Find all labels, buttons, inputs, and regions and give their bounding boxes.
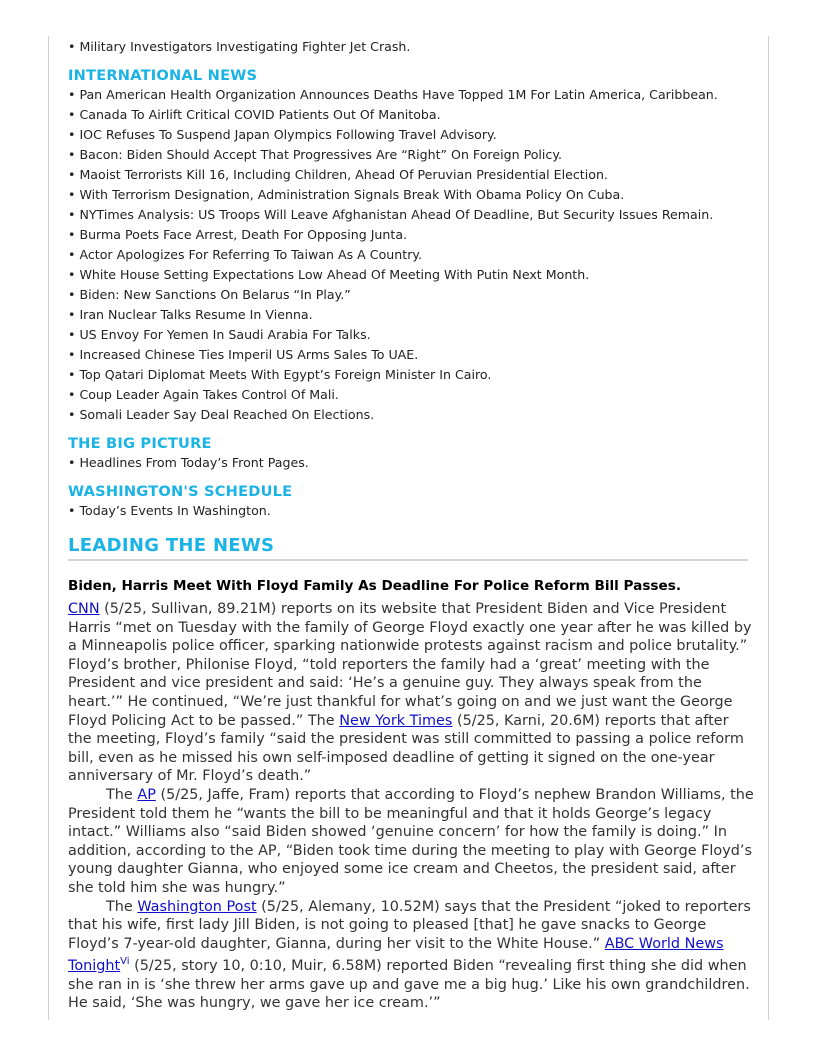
abc-world-news-tonight-link[interactable]: ABC World News Tonight: [68, 935, 724, 975]
left-margin-rule: [48, 36, 49, 1020]
list-item: • Increased Chinese Ties Imperil US Arms Sales To UAE.: [68, 347, 419, 362]
headline-link[interactable]: Maoist Terrorists Kill 16, Including Children, Ahead Of Peruvian Presidential Election.: [79, 167, 608, 182]
list-item: • Somali Leader Say Deal Reached On Elections.: [68, 407, 375, 422]
story-paragraph-2: [68, 786, 754, 898]
headline-link[interactable]: Canada To Airlift Critical COVID Patients Out Of Manitoba.: [79, 107, 441, 122]
headline-link[interactable]: White House Setting Expectations Low Ahead Of Meeting With Putin Next Month.: [79, 267, 590, 282]
list-item: • US Envoy For Yemen In Saudi Arabia For Talks.: [68, 327, 371, 342]
washington-post-link[interactable]: Washington Post: [137, 898, 257, 915]
section-heading-leading-news: LEADING THE NEWS: [68, 535, 748, 561]
list-item: • Military Investigators Investigating Fighter Jet Crash.: [68, 39, 411, 54]
list-item: • Canada To Airlift Critical COVID Patients Out Of Manitoba.: [68, 107, 441, 122]
headline-link[interactable]: Actor Apologizes For Referring To Taiwan As A Country.: [79, 247, 423, 262]
headline-link[interactable]: With Terrorism Designation, Administration Signals Break With Obama Policy On Cuba.: [79, 187, 625, 202]
list-item: • Pan American Health Organization Announces Deaths Have Topped 1M For Latin America, Caribbean.: [68, 87, 718, 102]
page-content: [68, 37, 754, 1013]
list-item: • Biden: New Sanctions On Belarus “In Play.”: [68, 287, 351, 302]
cnn-link[interactable]: CNN: [68, 601, 100, 617]
paragraph-text: The: [106, 898, 138, 915]
international-news-list: [68, 85, 754, 425]
right-margin-rule: [768, 36, 769, 1020]
list-item: • Iran Nuclear Talks Resume In Vienna.: [68, 307, 313, 322]
story-title: Biden, Harris Meet With Floyd Family As Deadline For Police Reform Bill Passes.: [68, 578, 681, 594]
headline-link[interactable]: Burma Poets Face Arrest, Death For Opposing Junta.: [79, 227, 408, 242]
paragraph-text: (5/25, Jaffe, Fram) reports that according to Floyd’s nephew Brandon Williams, the President told them he “wants the bill to be meaningful and that it holds George’s legacy intact.” Williams also “said Biden showed ‘genuine concern’ for how the family is doing.” In addition, according to the AP, “Biden took time during the meeting to play with George Floyd’s young daughter Gianna, who enjoyed some ice cream and Cheetos, the president said, after she told him she was hungry.”: [68, 786, 754, 896]
section-heading-big-picture: THE BIG PICTURE: [68, 435, 212, 452]
paragraph-text: The: [106, 786, 138, 803]
paragraph-text: (5/25, Sullivan, 89.21M) reports on its website that President Biden and Vice President Harris “met on Tuesday with the family of George Floyd exactly one year after he was killed by a Minneapolis police officer, sparking nationwide protests against racism and police brutality.” Floyd’s brother, Philonise Floyd, “told reporters the family had a ‘great’ meeting with the President and vice president and said: ‘He’s a genuine guy. They always speak from the heart.’” He continued, “We’re just thankful for what’s going on and we just want the George Floyd Policing Act to be passed.” The: [68, 601, 752, 729]
story-paragraph-1: [68, 600, 754, 786]
headline-link[interactable]: Iran Nuclear Talks Resume In Vienna.: [79, 307, 313, 322]
headline-link[interactable]: Somali Leader Say Deal Reached On Elections.: [79, 407, 375, 422]
list-item: • Actor Apologizes For Referring To Taiwan As A Country.: [68, 247, 423, 262]
story-paragraph-3: [68, 898, 754, 1013]
list-item: • Bacon: Biden Should Accept That Progressives Are “Right” On Foreign Policy.: [68, 147, 562, 162]
headline-link[interactable]: US Envoy For Yemen In Saudi Arabia For Talks.: [79, 327, 371, 342]
list-item: • Burma Poets Face Arrest, Death For Opposing Junta.: [68, 227, 408, 242]
paragraph-text: (5/25, story 10, 0:10, Muir, 6.58M) reported Biden “revealing first thing she did when she ran in is ‘she threw her arms gave up and gave me a big hug.’ Like his own grandchildren. He said, ‘She was hungry, we gave her ice cream.’”: [68, 958, 750, 1012]
top-bullet-list: [68, 37, 754, 57]
headline-link[interactable]: Military Investigators Investigating Fighter Jet Crash.: [79, 39, 411, 54]
headline-link[interactable]: Increased Chinese Ties Imperil US Arms Sales To UAE.: [79, 347, 419, 362]
headline-link[interactable]: Headlines From Today’s Front Pages.: [79, 455, 309, 470]
headline-link[interactable]: Biden: New Sanctions On Belarus “In Play.”: [79, 287, 351, 302]
list-item: • Today’s Events In Washington.: [68, 503, 271, 518]
section-heading-international: INTERNATIONAL NEWS: [68, 67, 258, 84]
new-york-times-link[interactable]: New York Times: [339, 712, 453, 729]
list-item: • NYTimes Analysis: US Troops Will Leave Afghanistan Ahead Of Deadline, But Security Issues Remain.: [68, 207, 714, 222]
list-item: • IOC Refuses To Suspend Japan Olympics Following Travel Advisory.: [68, 127, 497, 142]
list-item: • Headlines From Today’s Front Pages.: [68, 455, 309, 470]
headline-link[interactable]: Today’s Events In Washington.: [79, 503, 271, 518]
headline-link[interactable]: IOC Refuses To Suspend Japan Olympics Following Travel Advisory.: [79, 127, 497, 142]
ap-link[interactable]: AP: [137, 786, 156, 803]
headline-link[interactable]: Top Qatari Diplomat Meets With Egypt’s Foreign Minister In Cairo.: [79, 367, 492, 382]
list-item: • Top Qatari Diplomat Meets With Egypt’s Foreign Minister In Cairo.: [68, 367, 492, 382]
headline-link[interactable]: Pan American Health Organization Announces Deaths Have Topped 1M For Latin America, Caribbean.: [79, 87, 718, 102]
section-heading-schedule: WASHINGTON'S SCHEDULE: [68, 483, 293, 500]
paragraph-text: (5/25, Alemany, 10.52M) says that the President “joked to reporters that his wife, first lady Jill Biden, is not going to pleased [that] he gave snacks to George Floyd’s 7-year-old daughter, Gianna, during her visit to the White House.”: [68, 898, 751, 952]
paragraph-text: (5/25, Karni, 20.6M) reports that after the meeting, Floyd’s family “said the president was still committed to passing a police reform bill, even as he missed his own self-imposed deadline of getting it signed on the one-year anniversary of Mr. Floyd’s death.”: [68, 712, 744, 785]
video-indicator[interactable]: Vi: [120, 956, 130, 968]
headline-link[interactable]: NYTimes Analysis: US Troops Will Leave Afghanistan Ahead Of Deadline, But Security Issues Remain.: [79, 207, 714, 222]
list-item: • Maoist Terrorists Kill 16, Including Children, Ahead Of Peruvian Presidential Election.: [68, 167, 608, 182]
list-item: • White House Setting Expectations Low Ahead Of Meeting With Putin Next Month.: [68, 267, 590, 282]
list-item: • Coup Leader Again Takes Control Of Mali.: [68, 387, 339, 402]
list-item: • With Terrorism Designation, Administration Signals Break With Obama Policy On Cuba.: [68, 187, 625, 202]
headline-link[interactable]: Coup Leader Again Takes Control Of Mali.: [79, 387, 339, 402]
headline-link[interactable]: Bacon: Biden Should Accept That Progressives Are “Right” On Foreign Policy.: [79, 147, 562, 162]
